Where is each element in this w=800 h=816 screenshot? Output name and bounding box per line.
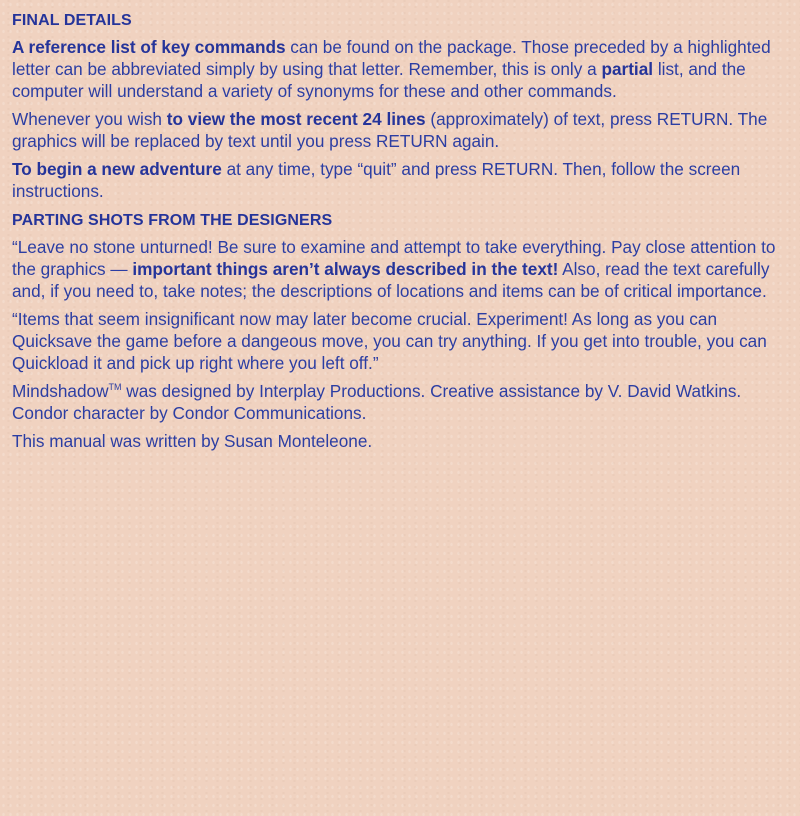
text-run: (approximately) of text, press RETURN. The graphics will be replaced by text until you press RETURN again. (12, 109, 768, 151)
paragraph-credits (12, 380, 780, 424)
text-run: “Items that seem insignificant now may later become crucial. Experiment! As long as you can Quicksave the game before a dangeous move, you can try anything. If you get into trouble, you can Quickload it and pick up right where you left off.” (12, 309, 767, 373)
section-heading-final-details: FINAL DETAILS (12, 12, 132, 29)
paragraph-reference-list (12, 36, 780, 102)
bold-text-run: A reference list of key commands (12, 37, 286, 57)
bold-text-run: to view the most recent 24 lines (166, 109, 426, 129)
text-run: This manual was written by Susan Monteleone. (12, 431, 373, 451)
bold-text-run: partial (601, 59, 654, 79)
paragraph-recent-lines (12, 108, 780, 152)
text-run: Mindshadow (12, 381, 109, 401)
paragraph-new-adventure (12, 158, 780, 202)
text-run: Also, read the text carefully and, if you need to, take notes; the descriptions of locations and items can be of critical importance. (12, 259, 770, 301)
text-run: “Leave no stone unturned! Be sure to examine and attempt to take everything. Pay close attention to the graphics — (12, 237, 776, 279)
paragraph-manual-author (12, 430, 780, 452)
bold-text-run: To begin a new adventure (12, 159, 222, 179)
section-heading-parting-shots: PARTING SHOTS FROM THE DESIGNERS (12, 212, 333, 229)
text-run: can be found on the package. Those preceded by a highlighted letter can be abbreviated simply by using that letter. Remember, this is only a (12, 37, 771, 79)
text-run: was designed by Interplay Productions. Creative assistance by V. David Watkins. Condor character by Condor Communications. (12, 381, 742, 423)
final-details-body (12, 36, 780, 202)
bold-text-run: important things aren’t always described in the text! (132, 259, 559, 279)
paragraph-leave-no-stone (12, 236, 780, 302)
paragraph-items-insignificant (12, 308, 780, 374)
text-run: list, and the computer will understand a variety of synonyms for these and other commands. (12, 59, 746, 101)
text-run: Whenever you wish (12, 109, 167, 129)
trademark-mark: TM (108, 382, 122, 392)
text-run: at any time, type “quit” and press RETURN. Then, follow the screen instructions. (12, 159, 741, 201)
parting-shots-body (12, 236, 780, 452)
